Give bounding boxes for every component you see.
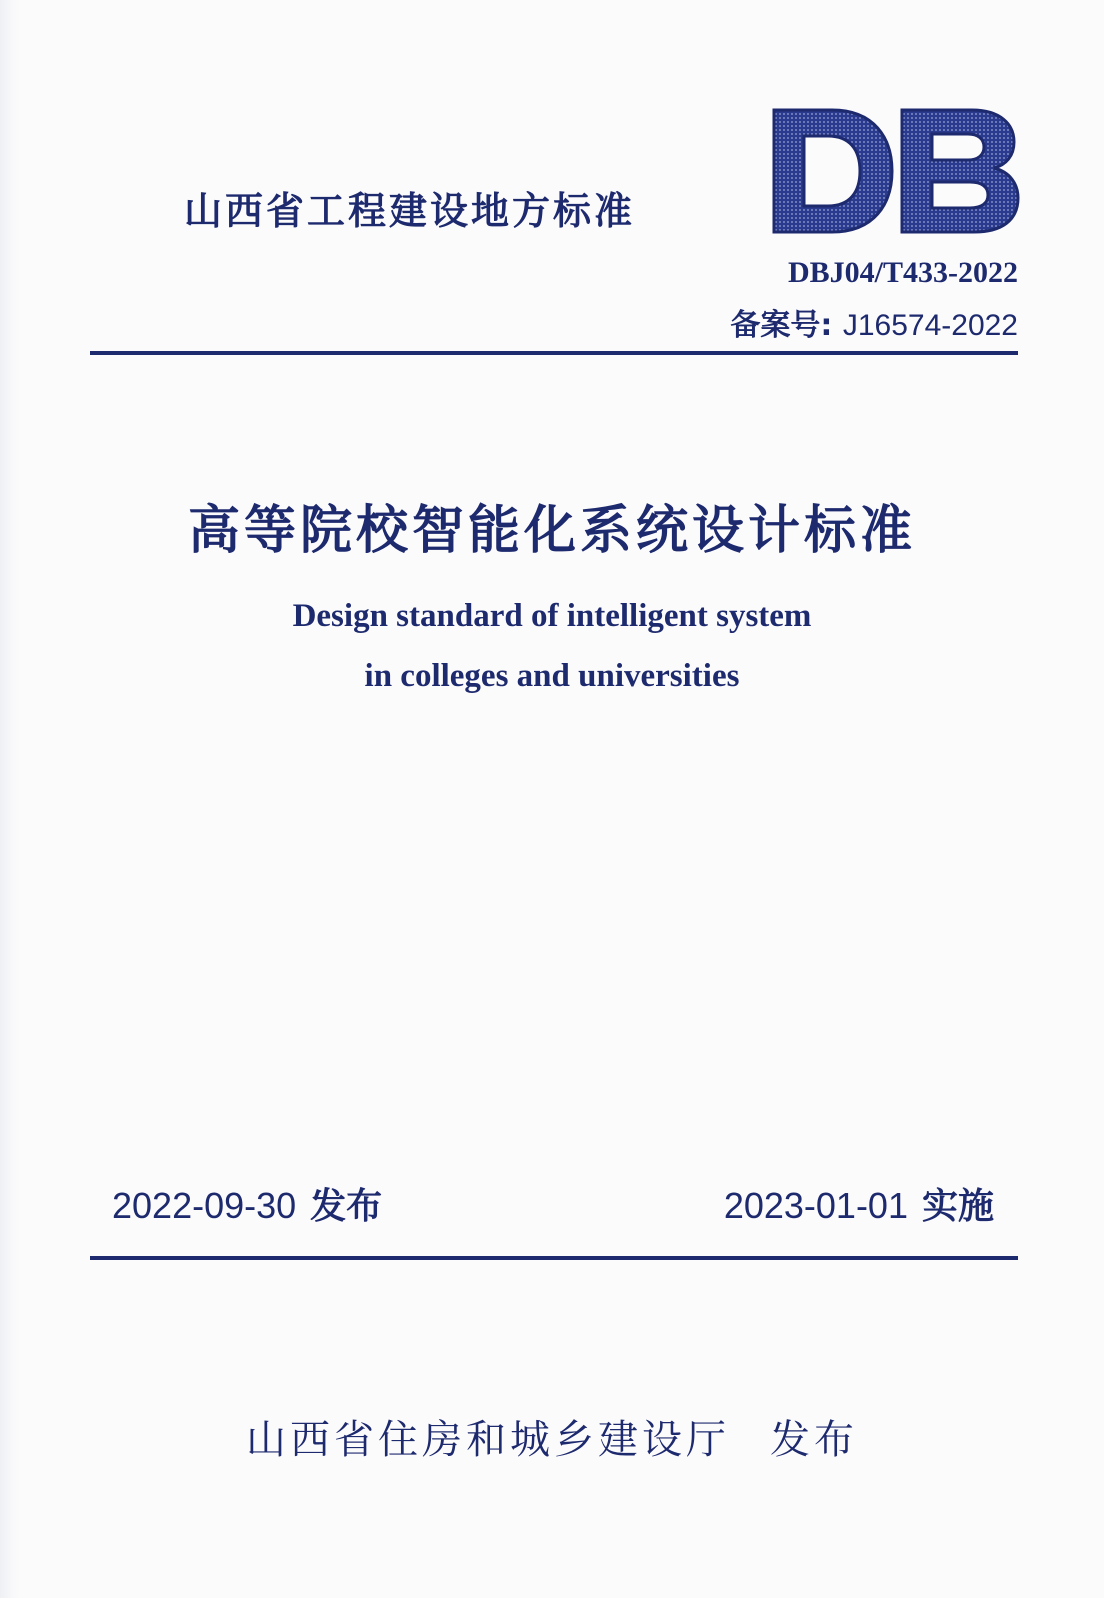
- page-edge-shadow: [0, 0, 20, 1598]
- db-logo: [770, 104, 1022, 238]
- impl-date-word: 实施: [921, 1186, 994, 1227]
- impl-date-value: 2023-01-01: [723, 1185, 908, 1226]
- issuer-name: 山西省住房和城乡建设厅: [246, 1417, 730, 1463]
- issuer-word: 发布: [770, 1417, 858, 1463]
- record-number: [730, 300, 1018, 344]
- record-label: 备案号:: [730, 308, 833, 343]
- issuer: [0, 1408, 1104, 1465]
- issue-date-word: 发布: [310, 1186, 383, 1227]
- standard-code: DBJ04/T433-2022: [787, 256, 1018, 289]
- title-english-line1: Design standard of intelligent system: [292, 598, 812, 634]
- issue-date: [112, 1178, 382, 1229]
- implementation-date: [724, 1178, 994, 1229]
- record-value: J16574-2022: [842, 309, 1018, 342]
- standard-series: 山西省工程建设地方标准: [184, 189, 636, 233]
- top-divider: [90, 351, 1018, 355]
- bottom-divider: [90, 1256, 1018, 1260]
- title-chinese: 高等院校智能化系统设计标准: [187, 501, 916, 561]
- title-english-line2: in colleges and universities: [364, 658, 740, 694]
- issue-date-value: 2022-09-30: [112, 1185, 297, 1226]
